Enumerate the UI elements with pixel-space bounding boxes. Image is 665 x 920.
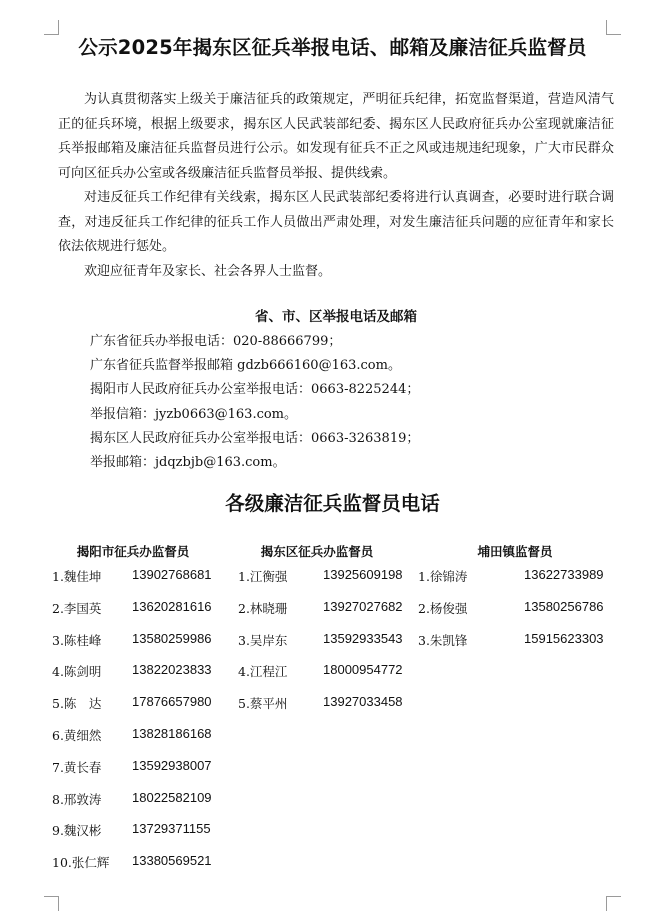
supervisor-row <box>238 599 408 631</box>
supervisor-row <box>238 631 408 663</box>
supervisor-row <box>52 694 222 726</box>
supervisor-column-district <box>238 567 408 726</box>
supervisor-phone: 13620281616 <box>132 598 212 614</box>
supervisor-column-city <box>52 567 222 885</box>
page-title: 公示2025年揭东区征兵举报电话、邮箱及廉洁征兵监督员 <box>78 36 587 59</box>
supervisor-row <box>52 631 222 663</box>
supervisor-phone: 13927033458 <box>323 694 403 710</box>
supervisor-name: 5.陈 达 <box>52 696 102 712</box>
supervisor-phone: 13925609198 <box>323 567 403 582</box>
contact-line: 广东省征兵办举报电话：020-88666799； <box>90 334 342 349</box>
supervisor-name: 2.李国英 <box>52 600 102 616</box>
supervisor-row <box>418 599 608 631</box>
supervisors-heading: 各级廉洁征兵监督员电话 <box>225 492 440 515</box>
supervisor-name: 10.张仁辉 <box>52 855 110 871</box>
paragraph: 欢迎应征青年及家长、社会各界人士监督。 <box>84 263 332 279</box>
crop-mark-bottom-left <box>44 896 59 911</box>
supervisor-name: 7.黄长春 <box>52 759 102 775</box>
notice-body <box>58 88 614 284</box>
supervisor-name: 8.邢敦涛 <box>52 791 102 807</box>
column-title-district: 揭东区征兵办监督员 <box>260 544 374 559</box>
supervisor-column-town <box>418 567 608 662</box>
contact-line: 举报信箱：jyzb0663@163.com。 <box>90 406 298 422</box>
paragraph: 为认真贯彻落实上级关于廉洁征兵的政策规定，严明征兵纪律，拓宽监督渠道，营造风清气正的征兵环境，根据上级要求，揭东区人民武装部纪委、揭东区人民政府征兵办公室现就廉洁征兵举报邮箱及廉洁征兵监督员进行公示。如发现有征兵不正之风或违规违纪现象，广大市民群众可向区征兵办公室或各级廉洁征兵监督员举报、提供线索。 <box>58 92 614 181</box>
supervisor-name: 1.江衡强 <box>238 569 288 584</box>
supervisor-phone: 13380569521 <box>132 853 212 869</box>
paragraph: 对违反征兵工作纪律有关线索，揭东区人民武装部纪委将进行认真调查，必要时进行联合调查，对违反征兵工作纪律的征兵工作人员做出严肃处理，对发生廉洁征兵问题的应征青年和家长依法依规进行惩处。 <box>58 190 614 254</box>
supervisor-name: 1.徐锦涛 <box>418 569 468 584</box>
supervisor-row <box>52 790 222 822</box>
supervisor-name: 4.陈剑明 <box>52 664 102 680</box>
contact-line: 揭东区人民政府征兵办公室举报电话：0663-3263819； <box>90 430 420 446</box>
supervisor-phone: 13729371155 <box>132 821 211 837</box>
supervisor-phone: 13927027682 <box>323 598 403 614</box>
supervisor-phone: 13580259986 <box>132 630 212 646</box>
crop-mark-bottom-right <box>606 896 621 911</box>
supervisor-row <box>52 853 222 885</box>
supervisor-name: 5.蔡平州 <box>238 696 288 712</box>
supervisor-phone: 13902768681 <box>132 567 212 582</box>
supervisor-name: 2.杨俊强 <box>418 600 468 616</box>
column-title-town: 埔田镇监督员 <box>477 544 553 559</box>
supervisor-name: 4.江程江 <box>238 664 288 680</box>
supervisor-row <box>52 599 222 631</box>
column-title-city: 揭阳市征兵办监督员 <box>76 544 190 559</box>
supervisor-row <box>52 821 222 853</box>
supervisor-row <box>52 758 222 790</box>
supervisor-name: 1.魏佳坤 <box>52 569 102 584</box>
supervisor-phone: 13592933543 <box>323 630 403 646</box>
supervisor-phone: 17876657980 <box>132 694 212 710</box>
supervisor-row <box>418 567 608 599</box>
contact-line: 举报邮箱：jdqzbjb@163.com。 <box>90 455 286 471</box>
supervisor-name: 3.朱凯锋 <box>418 632 468 648</box>
contacts-heading: 省、市、区举报电话及邮箱 <box>255 309 417 325</box>
supervisor-name: 2.林晓珊 <box>238 600 288 616</box>
supervisor-phone: 13828186168 <box>132 725 212 741</box>
supervisor-phone: 18000954772 <box>323 662 403 678</box>
contact-line: 揭阳市人民政府征兵办公室举报电话：0663-8225244； <box>90 382 420 398</box>
supervisor-phone: 18022582109 <box>132 789 212 805</box>
supervisor-phone: 13592938007 <box>132 757 212 773</box>
supervisor-row <box>238 662 408 694</box>
supervisor-phone: 13580256786 <box>524 598 604 614</box>
supervisor-row <box>238 567 408 599</box>
supervisor-name: 3.陈桂峰 <box>52 632 102 648</box>
supervisor-row <box>418 631 608 663</box>
supervisor-row <box>52 662 222 694</box>
supervisor-phone: 15915623303 <box>524 630 604 646</box>
contacts-list <box>90 330 419 475</box>
supervisor-phone: 13622733989 <box>524 567 604 582</box>
supervisor-row <box>52 567 222 599</box>
contact-line: 广东省征兵监督举报邮箱 gdzb666160@163.com。 <box>90 358 401 374</box>
supervisor-name: 6.黄细然 <box>52 727 102 743</box>
supervisor-row <box>238 694 408 726</box>
supervisor-phone: 13822023833 <box>132 662 212 678</box>
supervisor-row <box>52 726 222 758</box>
supervisor-name: 3.吴岸东 <box>238 632 288 648</box>
supervisor-name: 9.魏汉彬 <box>52 823 102 839</box>
